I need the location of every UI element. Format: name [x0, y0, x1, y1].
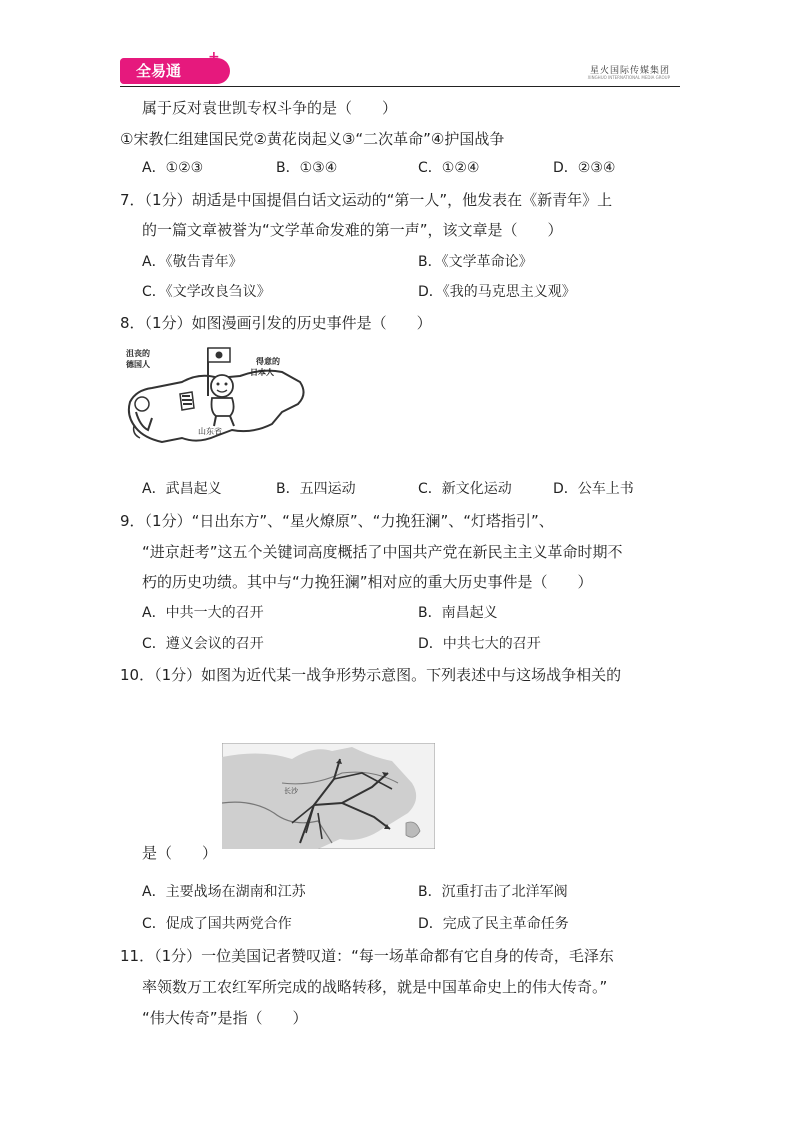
- publisher-name: 星火国际传媒集团: [589, 66, 670, 76]
- q8-line1: 8．（1分）如图漫画引发的历史事件是（ ）: [120, 314, 432, 332]
- q7-option-d: D．《我的马克思主义观》: [418, 284, 576, 300]
- q6-items: ①宋教仁组建国民党②黄花岗起义③“二次革命”④护国战争: [120, 130, 505, 148]
- q11-line2: 率领数万工农红军所完成的战略转移，就是中国革命史上的伟大传奇。”: [142, 978, 608, 996]
- q9-line1: 9．（1分）“日出东方”、“星火燎原”、“力挽狂澜”、“灯塔指引”、: [120, 512, 554, 530]
- q9-line3: 朽的历史功绩。其中与“力挽狂澜”相对应的重大历史事件是（ ）: [142, 573, 593, 591]
- q6-option-d: D．②③④: [553, 160, 616, 176]
- q11-line3: “伟大传奇”是指（ ）: [142, 1009, 308, 1027]
- brand-plus: +: [208, 49, 220, 65]
- q9-option-c: C．遵义会议的召开: [142, 636, 264, 652]
- cartoon-province-label: 山东省: [198, 427, 222, 436]
- q8-cartoon: [122, 342, 312, 454]
- q9-option-a: A．中共一大的召开: [142, 605, 264, 621]
- cartoon-left-label-1: 沮丧的: [126, 349, 150, 358]
- q6-option-c: C．①②④: [418, 160, 480, 176]
- page-header: [120, 49, 680, 87]
- q6-stem: 属于反对袁世凯专权斗争的是（ ）: [142, 99, 398, 117]
- q7-option-a: A．《敬告青年》: [142, 254, 243, 270]
- q10-option-d: D．完成了民主革命任务: [418, 916, 569, 932]
- brand-name: 全易通: [136, 62, 182, 80]
- q9-option-d: D．中共七大的召开: [418, 636, 541, 652]
- q7-line2: 的一篇文章被誉为“文学革命发难的第一声”，该文章是（ ）: [142, 221, 563, 239]
- map-city-label: 长沙: [284, 787, 298, 795]
- q8-option-c: C．新文化运动: [418, 481, 512, 497]
- cartoon-right-label-2: 日本人: [250, 368, 274, 377]
- q9-option-b: B．南昌起义: [418, 605, 498, 621]
- q10-option-b: B．沉重打击了北洋军阀: [418, 884, 568, 900]
- q9-line2: “进京赶考”这五个关键词高度概括了中国共产党在新民主主义革命时期不: [142, 543, 623, 561]
- q8-option-d: D．公车上书: [553, 481, 634, 497]
- cartoon-left-label-2: 德国人: [126, 360, 150, 369]
- publisher-subtitle: XINGHUO INTERNATIONAL MEDIA GROUP: [587, 75, 670, 80]
- q8-option-a: A．武昌起义: [142, 481, 222, 497]
- q10-war-map: [222, 743, 435, 849]
- q8-option-b: B．五四运动: [276, 481, 356, 497]
- cartoon-right-label-1: 得意的: [256, 357, 280, 366]
- header-rule: [120, 86, 680, 87]
- q6-option-b: B．①③④: [276, 160, 338, 176]
- q11-line1: 11．（1分）一位美国记者赞叹道：“每一场革命都有它自身的传奇，毛泽东: [120, 947, 614, 965]
- q10-option-c: C．促成了国共两党合作: [142, 916, 292, 932]
- q7-line1: 7．（1分）胡适是中国提倡白话文运动的“第一人”，他发表在《新青年》上: [120, 191, 613, 209]
- q10-line2: 是（ ）: [142, 844, 218, 862]
- q7-option-c: C．《文学改良刍议》: [142, 284, 271, 300]
- q10-option-a: A．主要战场在湖南和江苏: [142, 884, 306, 900]
- q7-option-b: B．《文学革命论》: [418, 254, 533, 270]
- q6-option-a: A．①②③: [142, 160, 204, 176]
- q10-line1: 10．（1分）如图为近代某一战争形势示意图。下列表述中与这场战争相关的: [120, 666, 622, 684]
